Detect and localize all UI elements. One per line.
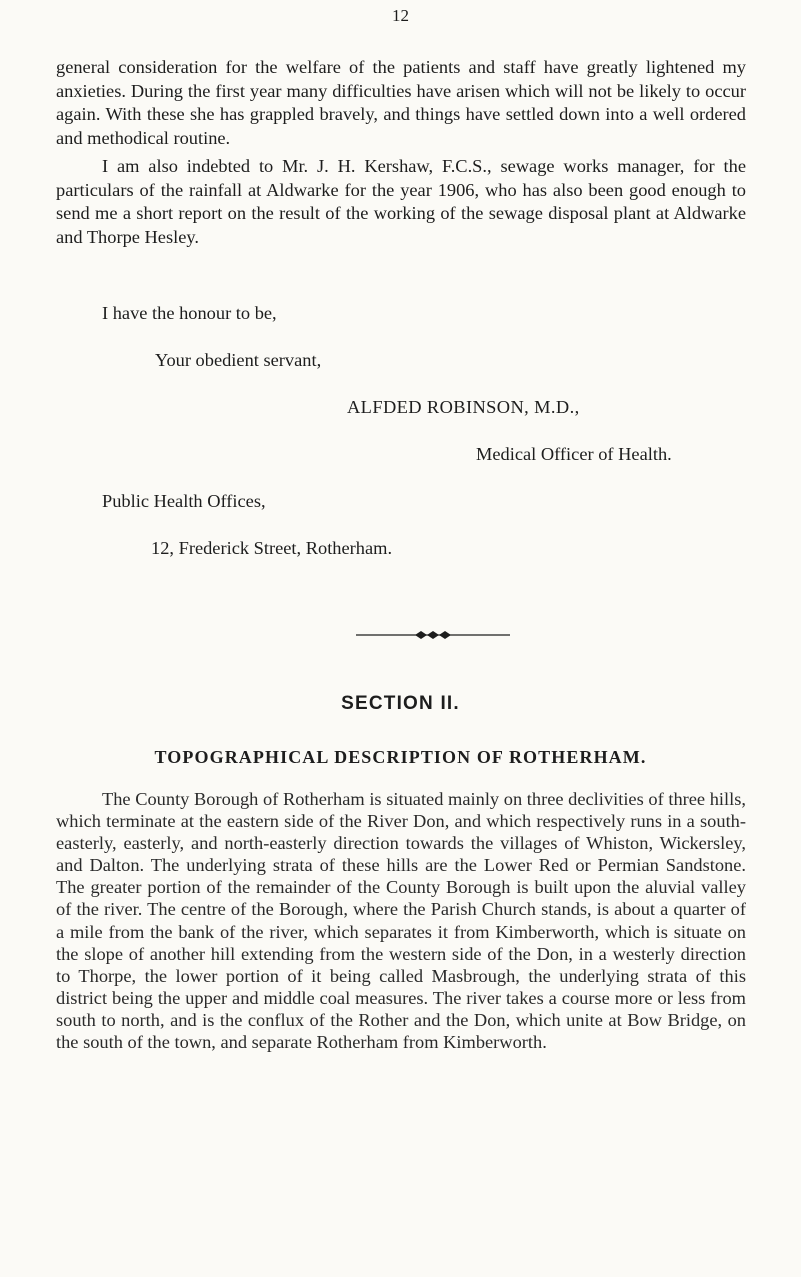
signature-name: ALFDED ROBINSON, M.D., — [347, 397, 580, 417]
section-heading: SECTION II. — [341, 693, 460, 714]
section-subheading: TOPOGRAPHICAL DESCRIPTION OF ROTHERHAM. — [154, 747, 647, 767]
sender-offices: Public Health Offices, — [102, 491, 266, 511]
signature-title: Medical Officer of Health. — [476, 444, 672, 464]
paragraph-acknowledgement: I am also indebted to Mr. J. H. Kershaw, F.C.S., sewage works manager, for the particulars of the rainfall at Aldwarke for the year 1906, who has also been good enough to send me a short report on the result of the working of the sewage disposal plant at Aldwarke and Thorpe Hesley. — [56, 156, 746, 247]
paragraph-topography: The County Borough of Rotherham is situated mainly on three declivities of three hills, which terminate at the eastern side of the River Don, and which respectively runs in a south-easterly, easterly, and north-easterly direction towards the villages of Whiston, Wickersley, and Dalton. The underlying strata of these hills are the Lower Red or Permian Sandstone. The greater portion of the remainder of the County Borough is built upon the aluvial valley of the river. The centre of the Borough, where the Parish Church stands, is about a quarter of a mile from the bank of the river, which separates it from Kimberworth, which is situate on the slope of another hill extending from the western side of the Don, in a westerly direction to Thorpe, the lower portion of it being called Masbrough, the underlying strata of this district being the upper and middle coal measures. The river takes a course more or less from south to north, and is the conflux of the Rother and the Don, which unite at Bow Bridge, on the south of the town, and separate Rotherham from Kimberworth. — [56, 789, 746, 1053]
page-number: 12 — [392, 6, 409, 25]
closing-obedient: Your obedient servant, — [155, 350, 322, 370]
closing-honour: I have the honour to be, — [102, 303, 277, 323]
sender-address: 12, Frederick Street, Rotherham. — [151, 538, 393, 558]
paragraph-welfare: general consideration for the welfare of the patients and staff have greatly lightened my anxieties. During the first year many difficulties have arisen which will not be likely to occur again. With these she has grappled bravely, and things have settled down into a well ordered and methodical routine. — [56, 57, 746, 148]
ornament-divider-icon — [356, 629, 510, 641]
